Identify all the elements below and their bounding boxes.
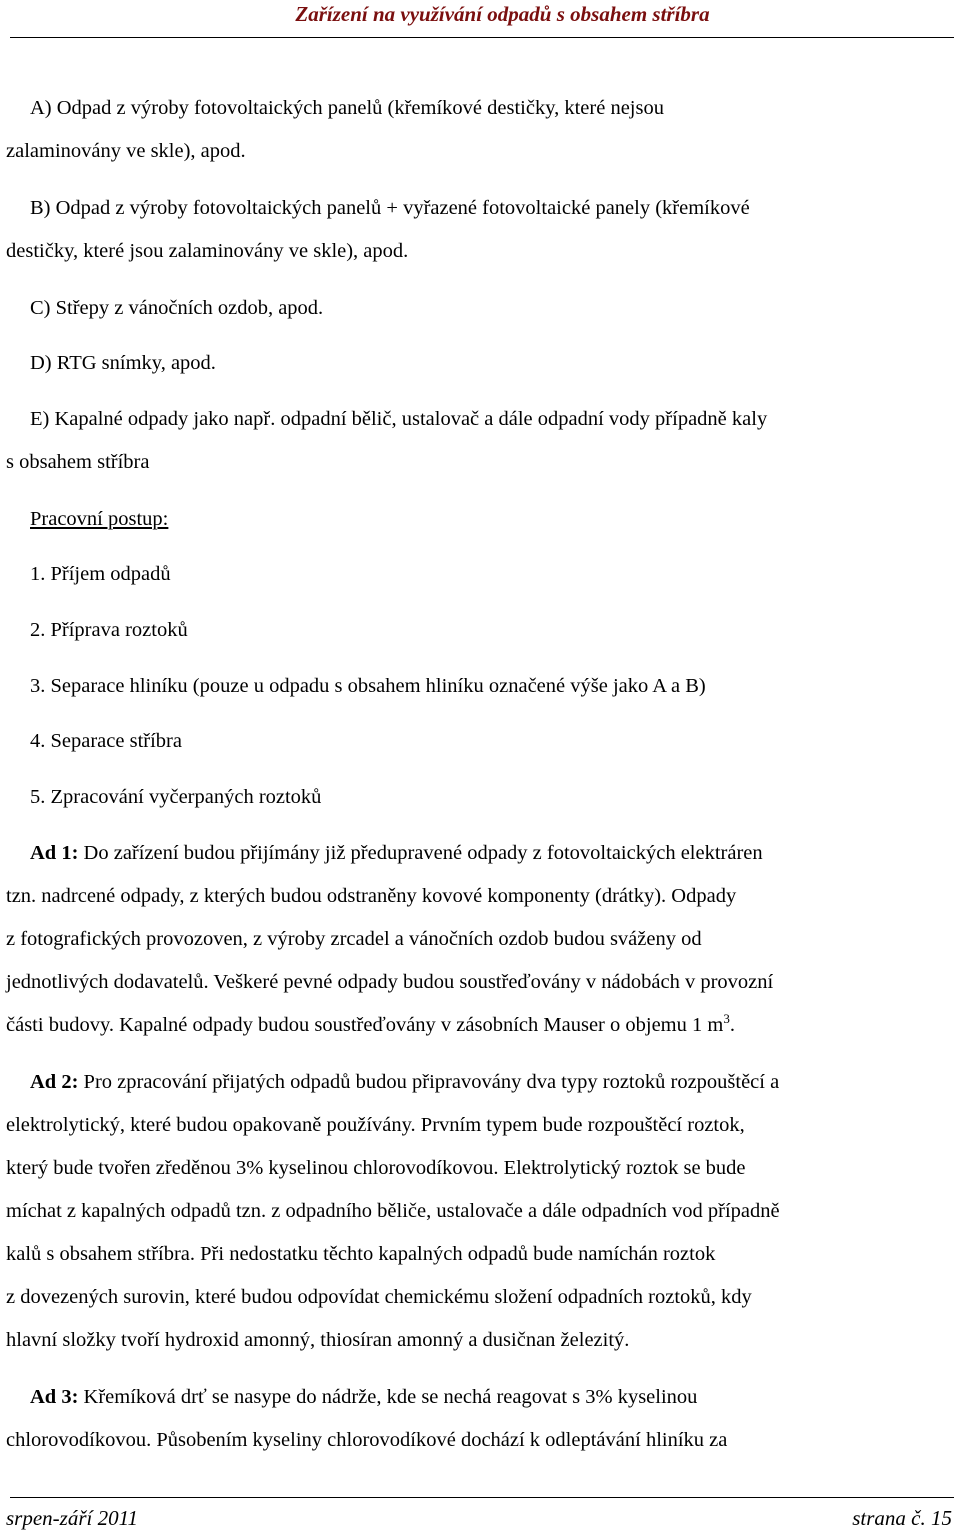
- ad2-line1-text: Pro zpracování přijatých odpadů budou připravovány dva typy roztoků rozpouštěcí a: [83, 1071, 780, 1093]
- waste-type-a-line2: zalaminovány ve skle), apod.: [6, 140, 246, 162]
- ad3-label: Ad 3:: [30, 1386, 79, 1408]
- ad2-line5: kalů s obsahem stříbra. Při nedostatku těchto kapalných odpadů bude namíchán roztok: [6, 1243, 716, 1265]
- ad1-line4: jednotlivých dodavatelů. Veškeré pevné odpady budou soustřeďovány v nádobách v provozní: [6, 971, 774, 993]
- ad3-line1: [6, 1384, 960, 1410]
- header-divider: [10, 37, 954, 38]
- page-header: [0, 0, 960, 40]
- ad2-line3: který bude tvořen zředěnou 3% kyselinou chlorovodíkovou. Elektrolytický roztok se bude: [6, 1157, 746, 1179]
- ad2-line2: elektrolytický, které budou opakovaně používány. Prvním typem bude rozpouštěcí roztok,: [6, 1114, 745, 1136]
- procedure-heading: Pracovní postup:: [30, 508, 169, 530]
- procedure-step-4: 4. Separace stříbra: [30, 730, 182, 752]
- ad3-line2: chlorovodíkovou. Působením kyseliny chlorovodíkové dochází k odleptávání hliníku za: [6, 1429, 728, 1451]
- waste-type-e-line2: s obsahem stříbra: [6, 451, 150, 473]
- waste-type-b-line1: B) Odpad z výroby fotovoltaických panelů + vyřazené fotovoltaické panely (křemíkové: [30, 197, 750, 219]
- waste-type-e-line1: E) Kapalné odpady jako např. odpadní bělič, ustalovač a dále odpadní vody případně kaly: [30, 408, 768, 430]
- footer-divider: [10, 1497, 954, 1498]
- waste-type-c: C) Střepy z vánočních ozdob, apod.: [30, 297, 324, 319]
- waste-type-a-line1: A) Odpad z výroby fotovoltaických panelů (křemíkové destičky, které nejsou: [30, 97, 664, 119]
- ad2-line4: míchat z kapalných odpadů tzn. z odpadního běliče, ustalovače a dále odpadních vod případně: [6, 1200, 780, 1222]
- waste-type-d: D) RTG snímky, apod.: [30, 352, 216, 374]
- footer-date: srpen-září 2011: [6, 1506, 139, 1530]
- ad1-line5-superscript: 3: [723, 1011, 730, 1027]
- procedure-step-1: 1. Příjem odpadů: [30, 563, 171, 585]
- waste-type-b-line2: destičky, které jsou zalaminovány ve skle), apod.: [6, 240, 409, 262]
- ad1-line5-end: .: [729, 1014, 735, 1036]
- procedure-step-5: 5. Zpracování vyčerpaných roztoků: [30, 786, 322, 808]
- ad2-line1: [6, 1069, 960, 1095]
- ad1-line2: tzn. nadrcené odpady, z kterých budou odstraněny kovové komponenty (drátky). Odpady: [6, 885, 737, 907]
- ad1-line5: [6, 1012, 735, 1038]
- procedure-step-2: 2. Příprava roztoků: [30, 619, 188, 641]
- ad1-line1: [6, 840, 960, 866]
- ad2-label: Ad 2:: [30, 1071, 79, 1093]
- ad1-line3: z fotografických provozoven, z výroby zrcadel a vánočních ozdob budou sváženy od: [6, 928, 702, 950]
- ad1-label: Ad 1:: [30, 842, 79, 864]
- ad2-line7: hlavní složky tvoří hydroxid amonný, thiosíran amonný a dusičnan železitý.: [6, 1329, 630, 1351]
- ad3-line1-text: Křemíková drť se nasype do nádrže, kde se nechá reagovat s 3% kyselinou: [83, 1386, 698, 1408]
- ad1-line5-text: části budovy. Kapalné odpady budou soustřeďovány v zásobních Mauser o objemu 1 m: [6, 1014, 724, 1036]
- ad2-line6: z dovezených surovin, které budou odpovídat chemickému složení odpadních roztoků, kdy: [6, 1286, 752, 1308]
- page-number: strana č. 15: [852, 1506, 952, 1530]
- document-title: Zařízení na využívání odpadů s obsahem stříbra: [295, 2, 710, 26]
- procedure-step-3: 3. Separace hliníku (pouze u odpadu s obsahem hliníku označené výše jako A a B): [30, 675, 706, 697]
- ad1-line1-text: Do zařízení budou přijímány již předupravené odpady z fotovoltaických elektráren: [83, 842, 763, 864]
- page-footer: [6, 1506, 952, 1532]
